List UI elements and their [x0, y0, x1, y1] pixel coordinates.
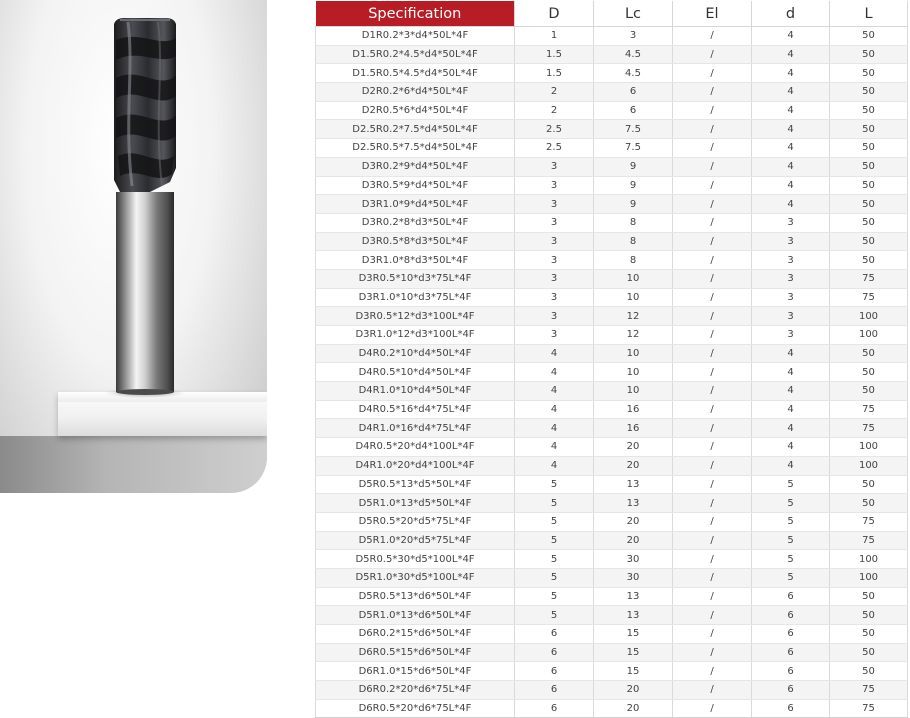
table-row [316, 438, 908, 457]
cell-L: 50 [830, 176, 908, 195]
cell-d: 6 [752, 606, 830, 625]
cell-Lc: 20 [594, 531, 673, 550]
table-row [316, 232, 908, 251]
cell-specification: D5R1.0*13*d6*50L*4F [316, 606, 515, 625]
cell-L: 100 [830, 456, 908, 475]
header-specification: Specification [316, 1, 515, 27]
cell-El: / [673, 45, 752, 64]
table-row [316, 195, 908, 214]
cell-specification: D3R0.5*12*d3*100L*4F [316, 307, 515, 326]
table-row [316, 643, 908, 662]
cell-d: 5 [752, 550, 830, 569]
cell-El: / [673, 699, 752, 718]
cell-D: 5 [515, 531, 594, 550]
cell-Lc: 8 [594, 213, 673, 232]
cell-Lc: 16 [594, 419, 673, 438]
cell-d: 4 [752, 64, 830, 83]
cell-D: 2 [515, 101, 594, 120]
cell-Lc: 4.5 [594, 45, 673, 64]
cell-L: 75 [830, 419, 908, 438]
table-header [316, 1, 908, 27]
cell-L: 100 [830, 568, 908, 587]
cell-El: / [673, 64, 752, 83]
table-row [316, 587, 908, 606]
cell-D: 4 [515, 456, 594, 475]
cell-El: / [673, 157, 752, 176]
cell-El: / [673, 475, 752, 494]
table-row [316, 307, 908, 326]
cell-D: 1 [515, 27, 594, 46]
table-row [316, 363, 908, 382]
cell-Lc: 20 [594, 456, 673, 475]
cell-L: 50 [830, 120, 908, 139]
cell-specification: D4R1.0*20*d4*100L*4F [316, 456, 515, 475]
table-row [316, 475, 908, 494]
cell-El: / [673, 344, 752, 363]
header-El: El [673, 1, 752, 27]
cell-L: 75 [830, 269, 908, 288]
table-row [316, 382, 908, 401]
cell-specification: D2R0.2*6*d4*50L*4F [316, 83, 515, 102]
cell-El: / [673, 606, 752, 625]
cell-L: 50 [830, 643, 908, 662]
cell-El: / [673, 176, 752, 195]
table-row [316, 27, 908, 46]
cell-Lc: 15 [594, 643, 673, 662]
cell-d: 4 [752, 120, 830, 139]
cell-D: 5 [515, 512, 594, 531]
cell-L: 50 [830, 157, 908, 176]
cell-L: 50 [830, 64, 908, 83]
cell-specification: D6R1.0*15*d6*50L*4F [316, 662, 515, 681]
cell-Lc: 20 [594, 512, 673, 531]
cell-L: 100 [830, 550, 908, 569]
table-row [316, 101, 908, 120]
cell-D: 5 [515, 475, 594, 494]
cell-Lc: 7.5 [594, 139, 673, 158]
table-row [316, 120, 908, 139]
cell-L: 50 [830, 45, 908, 64]
cell-d: 4 [752, 419, 830, 438]
table-row [316, 83, 908, 102]
cell-d: 6 [752, 681, 830, 700]
cell-L: 75 [830, 288, 908, 307]
table-row [316, 400, 908, 419]
cell-specification: D3R1.0*9*d4*50L*4F [316, 195, 515, 214]
cell-L: 50 [830, 587, 908, 606]
table-row [316, 531, 908, 550]
cell-d: 4 [752, 456, 830, 475]
cell-specification: D4R1.0*10*d4*50L*4F [316, 382, 515, 401]
cell-El: / [673, 382, 752, 401]
cell-specification: D5R0.5*20*d5*75L*4F [316, 512, 515, 531]
table-row [316, 326, 908, 345]
cell-d: 3 [752, 213, 830, 232]
cell-Lc: 10 [594, 288, 673, 307]
cell-L: 50 [830, 251, 908, 270]
cell-D: 4 [515, 344, 594, 363]
cell-d: 3 [752, 307, 830, 326]
cell-D: 1.5 [515, 45, 594, 64]
cell-L: 75 [830, 531, 908, 550]
cell-El: / [673, 587, 752, 606]
cell-specification: D3R0.2*9*d4*50L*4F [316, 157, 515, 176]
cell-d: 4 [752, 438, 830, 457]
cell-Lc: 6 [594, 83, 673, 102]
cell-El: / [673, 419, 752, 438]
cell-d: 4 [752, 176, 830, 195]
cell-specification: D4R1.0*16*d4*75L*4F [316, 419, 515, 438]
cell-d: 4 [752, 45, 830, 64]
cell-D: 5 [515, 550, 594, 569]
table-row [316, 157, 908, 176]
table-row [316, 45, 908, 64]
cell-D: 5 [515, 494, 594, 513]
cell-Lc: 3 [594, 27, 673, 46]
cell-Lc: 13 [594, 606, 673, 625]
cell-El: / [673, 307, 752, 326]
cell-specification: D2.5R0.2*7.5*d4*50L*4F [316, 120, 515, 139]
cell-specification: D6R0.5*15*d6*50L*4F [316, 643, 515, 662]
cell-d: 4 [752, 382, 830, 401]
specification-table [315, 1, 908, 718]
cell-specification: D3R0.5*8*d3*50L*4F [316, 232, 515, 251]
cell-d: 4 [752, 27, 830, 46]
cell-D: 2.5 [515, 139, 594, 158]
table-row [316, 456, 908, 475]
cell-specification: D3R1.0*8*d3*50L*4F [316, 251, 515, 270]
cell-specification: D6R0.5*20*d6*75L*4F [316, 699, 515, 718]
cell-L: 50 [830, 344, 908, 363]
cell-D: 2.5 [515, 120, 594, 139]
cell-Lc: 10 [594, 344, 673, 363]
cell-El: / [673, 438, 752, 457]
cell-El: / [673, 120, 752, 139]
table-row [316, 344, 908, 363]
cell-Lc: 6 [594, 101, 673, 120]
cell-D: 4 [515, 419, 594, 438]
cell-d: 4 [752, 195, 830, 214]
cell-L: 100 [830, 326, 908, 345]
cell-D: 4 [515, 400, 594, 419]
cell-specification: D3R1.0*10*d3*75L*4F [316, 288, 515, 307]
cell-El: / [673, 625, 752, 644]
cell-El: / [673, 83, 752, 102]
cell-d: 3 [752, 326, 830, 345]
cell-D: 3 [515, 157, 594, 176]
cell-specification: D2.5R0.5*7.5*d4*50L*4F [316, 139, 515, 158]
table-row [316, 512, 908, 531]
cell-specification: D1.5R0.2*4.5*d4*50L*4F [316, 45, 515, 64]
cell-D: 2 [515, 83, 594, 102]
header-L: L [830, 1, 908, 27]
cell-specification: D5R0.5*13*d5*50L*4F [316, 475, 515, 494]
header-Lc: Lc [594, 1, 673, 27]
table-row [316, 699, 908, 718]
cell-d: 4 [752, 139, 830, 158]
cell-Lc: 12 [594, 307, 673, 326]
cell-El: / [673, 550, 752, 569]
cell-D: 5 [515, 587, 594, 606]
cell-D: 3 [515, 269, 594, 288]
table-row [316, 269, 908, 288]
table-row [316, 419, 908, 438]
cell-L: 50 [830, 475, 908, 494]
cell-El: / [673, 269, 752, 288]
cell-L: 50 [830, 625, 908, 644]
cell-Lc: 9 [594, 195, 673, 214]
cell-El: / [673, 494, 752, 513]
cell-D: 5 [515, 568, 594, 587]
cell-L: 50 [830, 382, 908, 401]
cell-specification: D6R0.2*20*d6*75L*4F [316, 681, 515, 700]
cell-El: / [673, 213, 752, 232]
cell-Lc: 20 [594, 438, 673, 457]
cell-Lc: 30 [594, 568, 673, 587]
table-row [316, 662, 908, 681]
cell-D: 1.5 [515, 64, 594, 83]
cell-specification: D2R0.5*6*d4*50L*4F [316, 101, 515, 120]
cell-D: 3 [515, 195, 594, 214]
table-row [316, 139, 908, 158]
cell-D: 3 [515, 288, 594, 307]
cell-El: / [673, 326, 752, 345]
cell-D: 3 [515, 213, 594, 232]
cell-L: 50 [830, 606, 908, 625]
cell-L: 75 [830, 699, 908, 718]
table-row [316, 176, 908, 195]
table-row [316, 251, 908, 270]
table-body [316, 27, 908, 718]
cell-El: / [673, 139, 752, 158]
cell-specification: D3R1.0*12*d3*100L*4F [316, 326, 515, 345]
cell-L: 50 [830, 195, 908, 214]
table-row [316, 550, 908, 569]
table-row [316, 494, 908, 513]
cell-Lc: 8 [594, 251, 673, 270]
cell-Lc: 12 [594, 326, 673, 345]
cell-Lc: 13 [594, 475, 673, 494]
cell-Lc: 15 [594, 625, 673, 644]
table-row [316, 625, 908, 644]
cell-d: 6 [752, 662, 830, 681]
cell-Lc: 20 [594, 681, 673, 700]
cell-D: 3 [515, 307, 594, 326]
cell-D: 6 [515, 643, 594, 662]
cell-El: / [673, 568, 752, 587]
table-row [316, 568, 908, 587]
cell-specification: D4R0.5*10*d4*50L*4F [316, 363, 515, 382]
cell-D: 3 [515, 251, 594, 270]
cell-specification: D5R1.0*13*d5*50L*4F [316, 494, 515, 513]
cell-D: 4 [515, 382, 594, 401]
cell-D: 6 [515, 625, 594, 644]
cell-Lc: 10 [594, 363, 673, 382]
cell-specification: D5R0.5*13*d6*50L*4F [316, 587, 515, 606]
cell-Lc: 30 [594, 550, 673, 569]
cell-d: 3 [752, 288, 830, 307]
cell-d: 3 [752, 251, 830, 270]
cell-specification: D6R0.2*15*d6*50L*4F [316, 625, 515, 644]
header-d: d [752, 1, 830, 27]
cell-d: 3 [752, 269, 830, 288]
cell-L: 50 [830, 27, 908, 46]
cell-El: / [673, 101, 752, 120]
header-D: D [515, 1, 594, 27]
cell-specification: D1.5R0.5*4.5*d4*50L*4F [316, 64, 515, 83]
cell-d: 6 [752, 699, 830, 718]
cell-specification: D5R1.0*30*d5*100L*4F [316, 568, 515, 587]
cell-specification: D4R0.2*10*d4*50L*4F [316, 344, 515, 363]
table-row [316, 681, 908, 700]
cell-L: 100 [830, 438, 908, 457]
cell-d: 6 [752, 587, 830, 606]
cell-specification: D4R0.5*20*d4*100L*4F [316, 438, 515, 457]
cell-specification: D3R0.5*10*d3*75L*4F [316, 269, 515, 288]
cell-El: / [673, 288, 752, 307]
cell-specification: D3R0.2*8*d3*50L*4F [316, 213, 515, 232]
cell-Lc: 10 [594, 269, 673, 288]
cell-L: 75 [830, 681, 908, 700]
cell-El: / [673, 643, 752, 662]
cell-specification: D1R0.2*3*d4*50L*4F [316, 27, 515, 46]
cell-L: 50 [830, 139, 908, 158]
cell-L: 50 [830, 662, 908, 681]
cell-Lc: 4.5 [594, 64, 673, 83]
cell-L: 50 [830, 101, 908, 120]
header-row [316, 1, 908, 27]
cell-L: 50 [830, 83, 908, 102]
cell-Lc: 8 [594, 232, 673, 251]
cell-L: 50 [830, 232, 908, 251]
cell-Lc: 10 [594, 382, 673, 401]
cell-d: 5 [752, 568, 830, 587]
cell-d: 5 [752, 531, 830, 550]
table-row [316, 288, 908, 307]
cell-El: / [673, 531, 752, 550]
cell-Lc: 9 [594, 157, 673, 176]
cell-El: / [673, 251, 752, 270]
cell-D: 3 [515, 232, 594, 251]
cell-El: / [673, 456, 752, 475]
cell-Lc: 15 [594, 662, 673, 681]
cell-d: 6 [752, 643, 830, 662]
cell-Lc: 13 [594, 494, 673, 513]
cell-D: 4 [515, 363, 594, 382]
cell-L: 100 [830, 307, 908, 326]
cell-d: 4 [752, 363, 830, 382]
cell-Lc: 13 [594, 587, 673, 606]
cell-D: 6 [515, 662, 594, 681]
cell-L: 50 [830, 494, 908, 513]
cell-d: 5 [752, 475, 830, 494]
cell-D: 5 [515, 606, 594, 625]
cell-d: 3 [752, 232, 830, 251]
cell-El: / [673, 27, 752, 46]
cell-d: 4 [752, 83, 830, 102]
cell-d: 5 [752, 494, 830, 513]
table-row [316, 213, 908, 232]
cell-specification: D5R0.5*30*d5*100L*4F [316, 550, 515, 569]
cell-El: / [673, 195, 752, 214]
cell-D: 6 [515, 699, 594, 718]
cell-El: / [673, 681, 752, 700]
cell-d: 4 [752, 344, 830, 363]
cell-Lc: 7.5 [594, 120, 673, 139]
cell-El: / [673, 512, 752, 531]
cell-El: / [673, 400, 752, 419]
cell-specification: D4R0.5*16*d4*75L*4F [316, 400, 515, 419]
end-mill-illustration [0, 0, 267, 493]
cell-D: 3 [515, 176, 594, 195]
table-row [316, 606, 908, 625]
cell-L: 75 [830, 400, 908, 419]
cell-D: 3 [515, 326, 594, 345]
cell-d: 5 [752, 512, 830, 531]
cell-El: / [673, 232, 752, 251]
cell-El: / [673, 662, 752, 681]
cell-d: 4 [752, 101, 830, 120]
cell-D: 4 [515, 438, 594, 457]
cell-specification: D5R1.0*20*d5*75L*4F [316, 531, 515, 550]
cell-L: 50 [830, 213, 908, 232]
table-row [316, 64, 908, 83]
cell-El: / [673, 363, 752, 382]
product-photo [0, 0, 267, 493]
cell-d: 4 [752, 157, 830, 176]
cell-L: 75 [830, 512, 908, 531]
cell-specification: D3R0.5*9*d4*50L*4F [316, 176, 515, 195]
cell-Lc: 9 [594, 176, 673, 195]
cell-d: 4 [752, 400, 830, 419]
cell-L: 50 [830, 363, 908, 382]
cell-D: 6 [515, 681, 594, 700]
cell-Lc: 20 [594, 699, 673, 718]
cell-Lc: 16 [594, 400, 673, 419]
cell-d: 6 [752, 625, 830, 644]
